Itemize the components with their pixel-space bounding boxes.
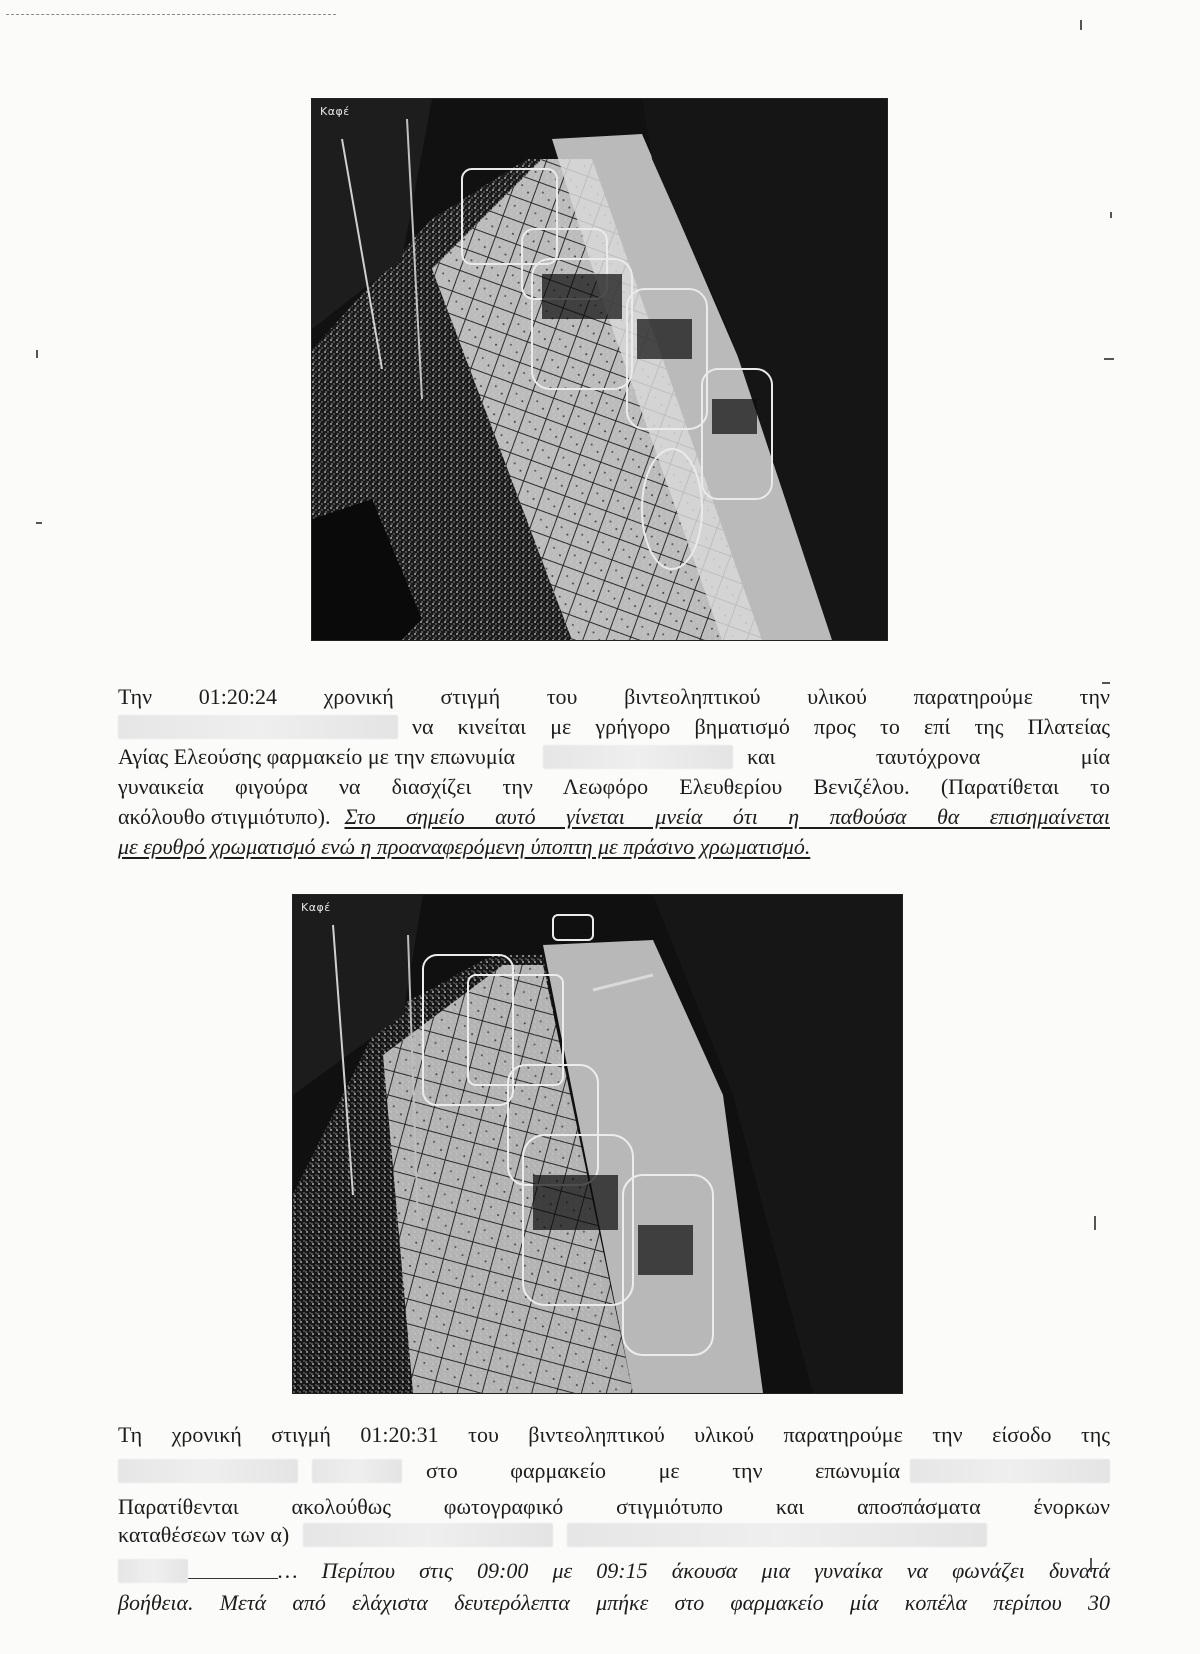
text-word: στο: [426, 1458, 458, 1483]
redacted-pharmacy-name: [910, 1459, 1110, 1483]
text-word: με: [658, 1458, 680, 1483]
para1-line-1: [118, 682, 1110, 712]
emphasized-note: Στο σημείο αυτό γίνεται μνεία ότι η παθούσα θα επισημαίνεται: [344, 804, 1110, 829]
text-word: Την: [118, 684, 153, 709]
text-word: φωτογραφικό: [443, 1494, 564, 1519]
para2-line-6: βοήθεια. Μετά από ελάχιστα δευτερόλεπτα μπήκε στο φαρμακείο μία κοπέλα περίπου 30: [118, 1590, 1110, 1615]
text-segment: και ταυτόχρονα μία: [747, 744, 1110, 769]
blank-fill-line: [188, 1578, 278, 1579]
cctv-street-image: [312, 99, 887, 640]
text-word: βιντεοληπτικού: [624, 684, 761, 709]
cctv-photo-1: [312, 99, 887, 640]
camera-label: Καφέ: [301, 901, 331, 914]
text-word: ακολούθως: [291, 1494, 391, 1519]
text-word: υλικού: [807, 684, 867, 709]
scan-speck: [1104, 358, 1114, 360]
redacted-pharmacy-name: [543, 745, 733, 769]
timestamp-text: 01:20:24: [198, 684, 277, 709]
scan-speck: [1110, 212, 1112, 218]
redacted-name: [118, 1459, 298, 1483]
paragraph-2: [118, 1420, 1110, 1620]
text-word: Παρατίθενται: [118, 1494, 239, 1519]
para1-line-6: με ερυθρό χρωματισμό ενώ η προαναφερόμενη ύποπτη με πράσινο χρωματισμό.: [118, 834, 811, 859]
text-word: αποσπάσματα: [856, 1494, 981, 1519]
text-word: στιγμή: [440, 684, 501, 709]
scan-speck: [1080, 20, 1082, 30]
para1-line-5: [118, 802, 1110, 832]
text-segment: να κινείται με γρήγορο βηματισμό προς το επί της Πλατείας: [412, 714, 1110, 739]
scan-speck: [36, 522, 42, 524]
camera-label: Καφέ: [320, 105, 350, 118]
cctv-street-image: [293, 895, 902, 1393]
text-word: και: [775, 1494, 805, 1519]
redacted-name: [118, 715, 398, 739]
text-word: ένορκων: [1033, 1494, 1110, 1519]
para1-line-2: [118, 712, 1110, 742]
redacted-name: [312, 1459, 402, 1483]
redacted-name: [118, 1559, 188, 1583]
text-word: την: [1079, 684, 1110, 709]
scan-speck: [36, 350, 38, 358]
para2-line-3: [118, 1492, 1110, 1522]
scan-speck: [1094, 1216, 1096, 1230]
text-word: στιγμιότυπο: [616, 1494, 723, 1519]
cctv-photo-2: [293, 895, 902, 1393]
para1-line-4: γυναικεία φιγούρα να διασχίζει την Λεωφόρο Ελευθερίου Βενιζέλου. (Παρατίθεται το: [118, 774, 1110, 799]
para2-line-5: [118, 1556, 1110, 1586]
text-word: την: [732, 1458, 763, 1483]
scan-artifact-line: [6, 14, 336, 15]
para1-line-3: [118, 742, 1110, 772]
text-segment: Αγίας Ελεούσης φαρμακείο με την επωνυμία: [118, 744, 516, 769]
text-segment: καταθέσεων των α): [118, 1522, 290, 1547]
text-word: του: [546, 684, 578, 709]
text-word: χρονική: [323, 684, 394, 709]
para2-line-1: Τη χρονική στιγμή 01:20:31 του βιντεοληπτικού υλικού παρατηρούμε την είσοδο της: [118, 1422, 1110, 1447]
testimony-quote: … Περίπου στις 09:00 με 09:15 άκουσα μια γυναίκα να φωνάζει δυνατά: [278, 1558, 1110, 1583]
para2-line-4: [118, 1520, 1110, 1550]
text-segment: ακόλουθο στιγμιότυπο).: [118, 804, 331, 829]
text-word: επωνυμία: [815, 1458, 900, 1483]
redacted-name: [303, 1523, 553, 1547]
redacted-name: [567, 1523, 987, 1547]
paragraph-1: [118, 682, 1110, 862]
para2-line-2: [118, 1456, 1110, 1486]
text-word: φαρμακείο: [510, 1458, 607, 1483]
text-word: παρατηρούμε: [913, 684, 1033, 709]
